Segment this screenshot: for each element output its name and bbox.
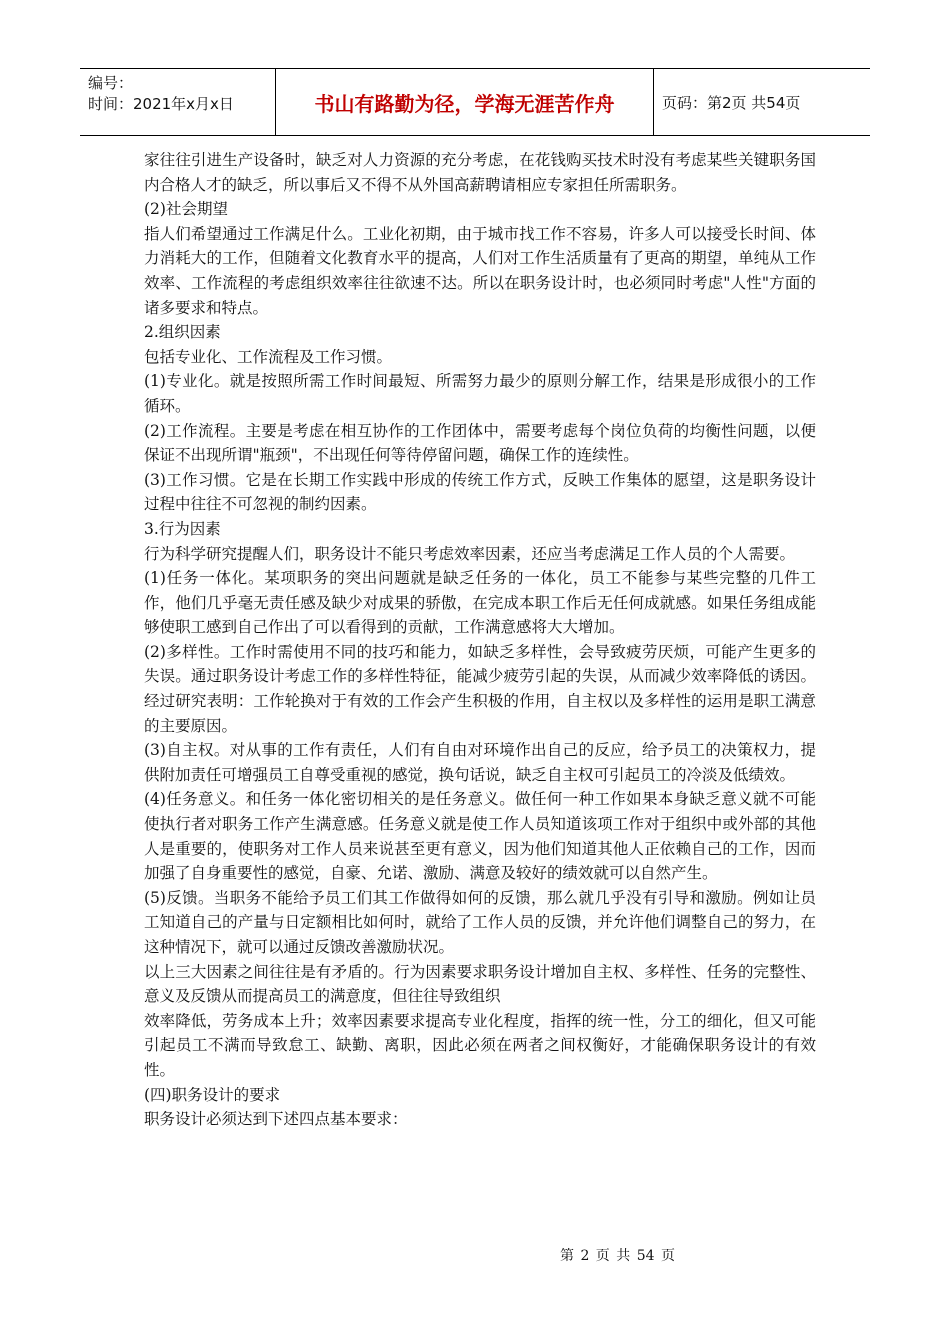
paragraph: 职务设计必须达到下述四点基本要求：	[144, 1110, 408, 1129]
header-motto: 书山有路勤为径，学海无涯苦作舟	[276, 69, 654, 135]
paragraph: (5)反馈。当职务不能给予员工们其工作做得如何的反馈，那么就几乎没有引导和激励。例如让员工知道自己的产量与日定额相比如何时，就给了工作人员的反馈，并允许他们调整自己的努力，在这种情况下，就可以通过反馈改善激励状况。	[144, 888, 816, 956]
document-body	[144, 148, 816, 1132]
paragraph: 行为科学研究提醒人们，职务设计不能只考虑效率因素，还应当考虑满足工作人员的个人需要。	[144, 544, 796, 563]
paragraph: 效率降低，劳务成本上升；效率因素要求提高专业化程度，指挥的统一性，分工的细化，但又可能引起员工不满而导致怠工、缺勤、离职，因此必须在两者之间权衡好，才能确保职务设计的有效性。	[144, 1011, 816, 1079]
page-header	[80, 68, 870, 136]
document-date-label: 时间：2021年x月x日	[88, 95, 234, 113]
paragraph: (2)工作流程。主要是考虑在相互协作的工作团体中，需要考虑每个岗位负荷的均衡性问题，以便保证不出现所谓"瓶颈"，不出现任何等待停留问题，确保工作的连续性。	[144, 421, 816, 465]
section-heading: 2.组织因素	[144, 323, 221, 342]
paragraph: 以上三大因素之间往往是有矛盾的。行为因素要求职务设计增加自主权、多样性、任务的完整性、意义及反馈从而提高员工的满意度，但往往导致组织	[144, 962, 816, 1006]
paragraph: 家往往引进生产设备时，缺乏对人力资源的充分考虑，在花钱购买技术时没有考虑某些关键职务国内合格人才的缺乏，所以事后又不得不从外国高薪聘请相应专家担任所需职务。	[144, 151, 816, 194]
paragraph: (1)任务一体化。某项职务的突出问题就是缺乏任务的一体化，员工不能参与某些完整的几件工作，他们几乎毫无责任感及缺少对成果的骄傲，在完成本职工作后无任何成就感。如果任务组成能够使职工感到自己作出了可以看得到的贡献，工作满意感将大大增加。	[144, 569, 816, 637]
paragraph: 包括专业化、工作流程及工作习惯。	[144, 347, 393, 366]
paragraph: (3)自主权。对从事的工作有责任，人们有自由对环境作出自己的反应，给予员工的决策权力，提供附加责任可增强员工自尊受重视的感觉，换句话说，缺乏自主权可引起员工的冷淡及低绩效。	[144, 741, 816, 784]
page-footer: 第 2 页 共 54 页	[560, 1248, 675, 1264]
header-page-info: 页码：第2页 共54页	[662, 93, 801, 112]
section-heading: (四)职务设计的要求	[144, 1085, 281, 1104]
paragraph: 指人们希望通过工作满足什么。工业化初期，由于城市找工作不容易，许多人可以接受长时间、体力消耗大的工作，但随着文化教育水平的提高，人们对工作生活质量有了更高的期望，单纯从工作效率、工作流程的考虑组织效率往往欲速不达。所以在职务设计时，也必须同时考虑"人性"方面的诸多要求和特点。	[144, 224, 816, 317]
section-heading: 3.行为因素	[144, 519, 221, 538]
paragraph: (2)多样性。工作时需使用不同的技巧和能力，如缺乏多样性，会导致疲劳厌烦，可能产生更多的失误。通过职务设计考虑工作的多样性特征，能减少疲劳引起的失误，从而减少效率降低的诱因。经过研究表明：工作轮换对于有效的工作会产生积极的作用，自主权以及多样性的运用是职工满意的主要原因。	[144, 642, 816, 735]
paragraph: (3)工作习惯。它是在长期工作实践中形成的传统工作方式，反映工作集体的愿望，这是职务设计过程中往往不可忽视的制约因素。	[144, 470, 816, 514]
paragraph: (1)专业化。就是按照所需工作时间最短、所需努力最少的原则分解工作，结果是形成很小的工作循环。	[144, 372, 816, 415]
subheading: (2)社会期望	[144, 200, 228, 219]
header-meta	[80, 69, 276, 135]
paragraph: (4)任务意义。和任务一体化密切相关的是任务意义。做任何一种工作如果本身缺乏意义就不可能使执行者对职务工作产生满意感。任务意义就是使工作人员知道该项工作对于组织中或外部的其他人是重要的，使职务对工作人员来说甚至更有意义，因为他们知道其他人正依赖自己的工作，因而加强了自身重要性的感觉，自豪、允诺、激励、满意及较好的绩效就可以自然产生。	[144, 790, 816, 883]
document-number-label: 编号：	[88, 74, 134, 92]
